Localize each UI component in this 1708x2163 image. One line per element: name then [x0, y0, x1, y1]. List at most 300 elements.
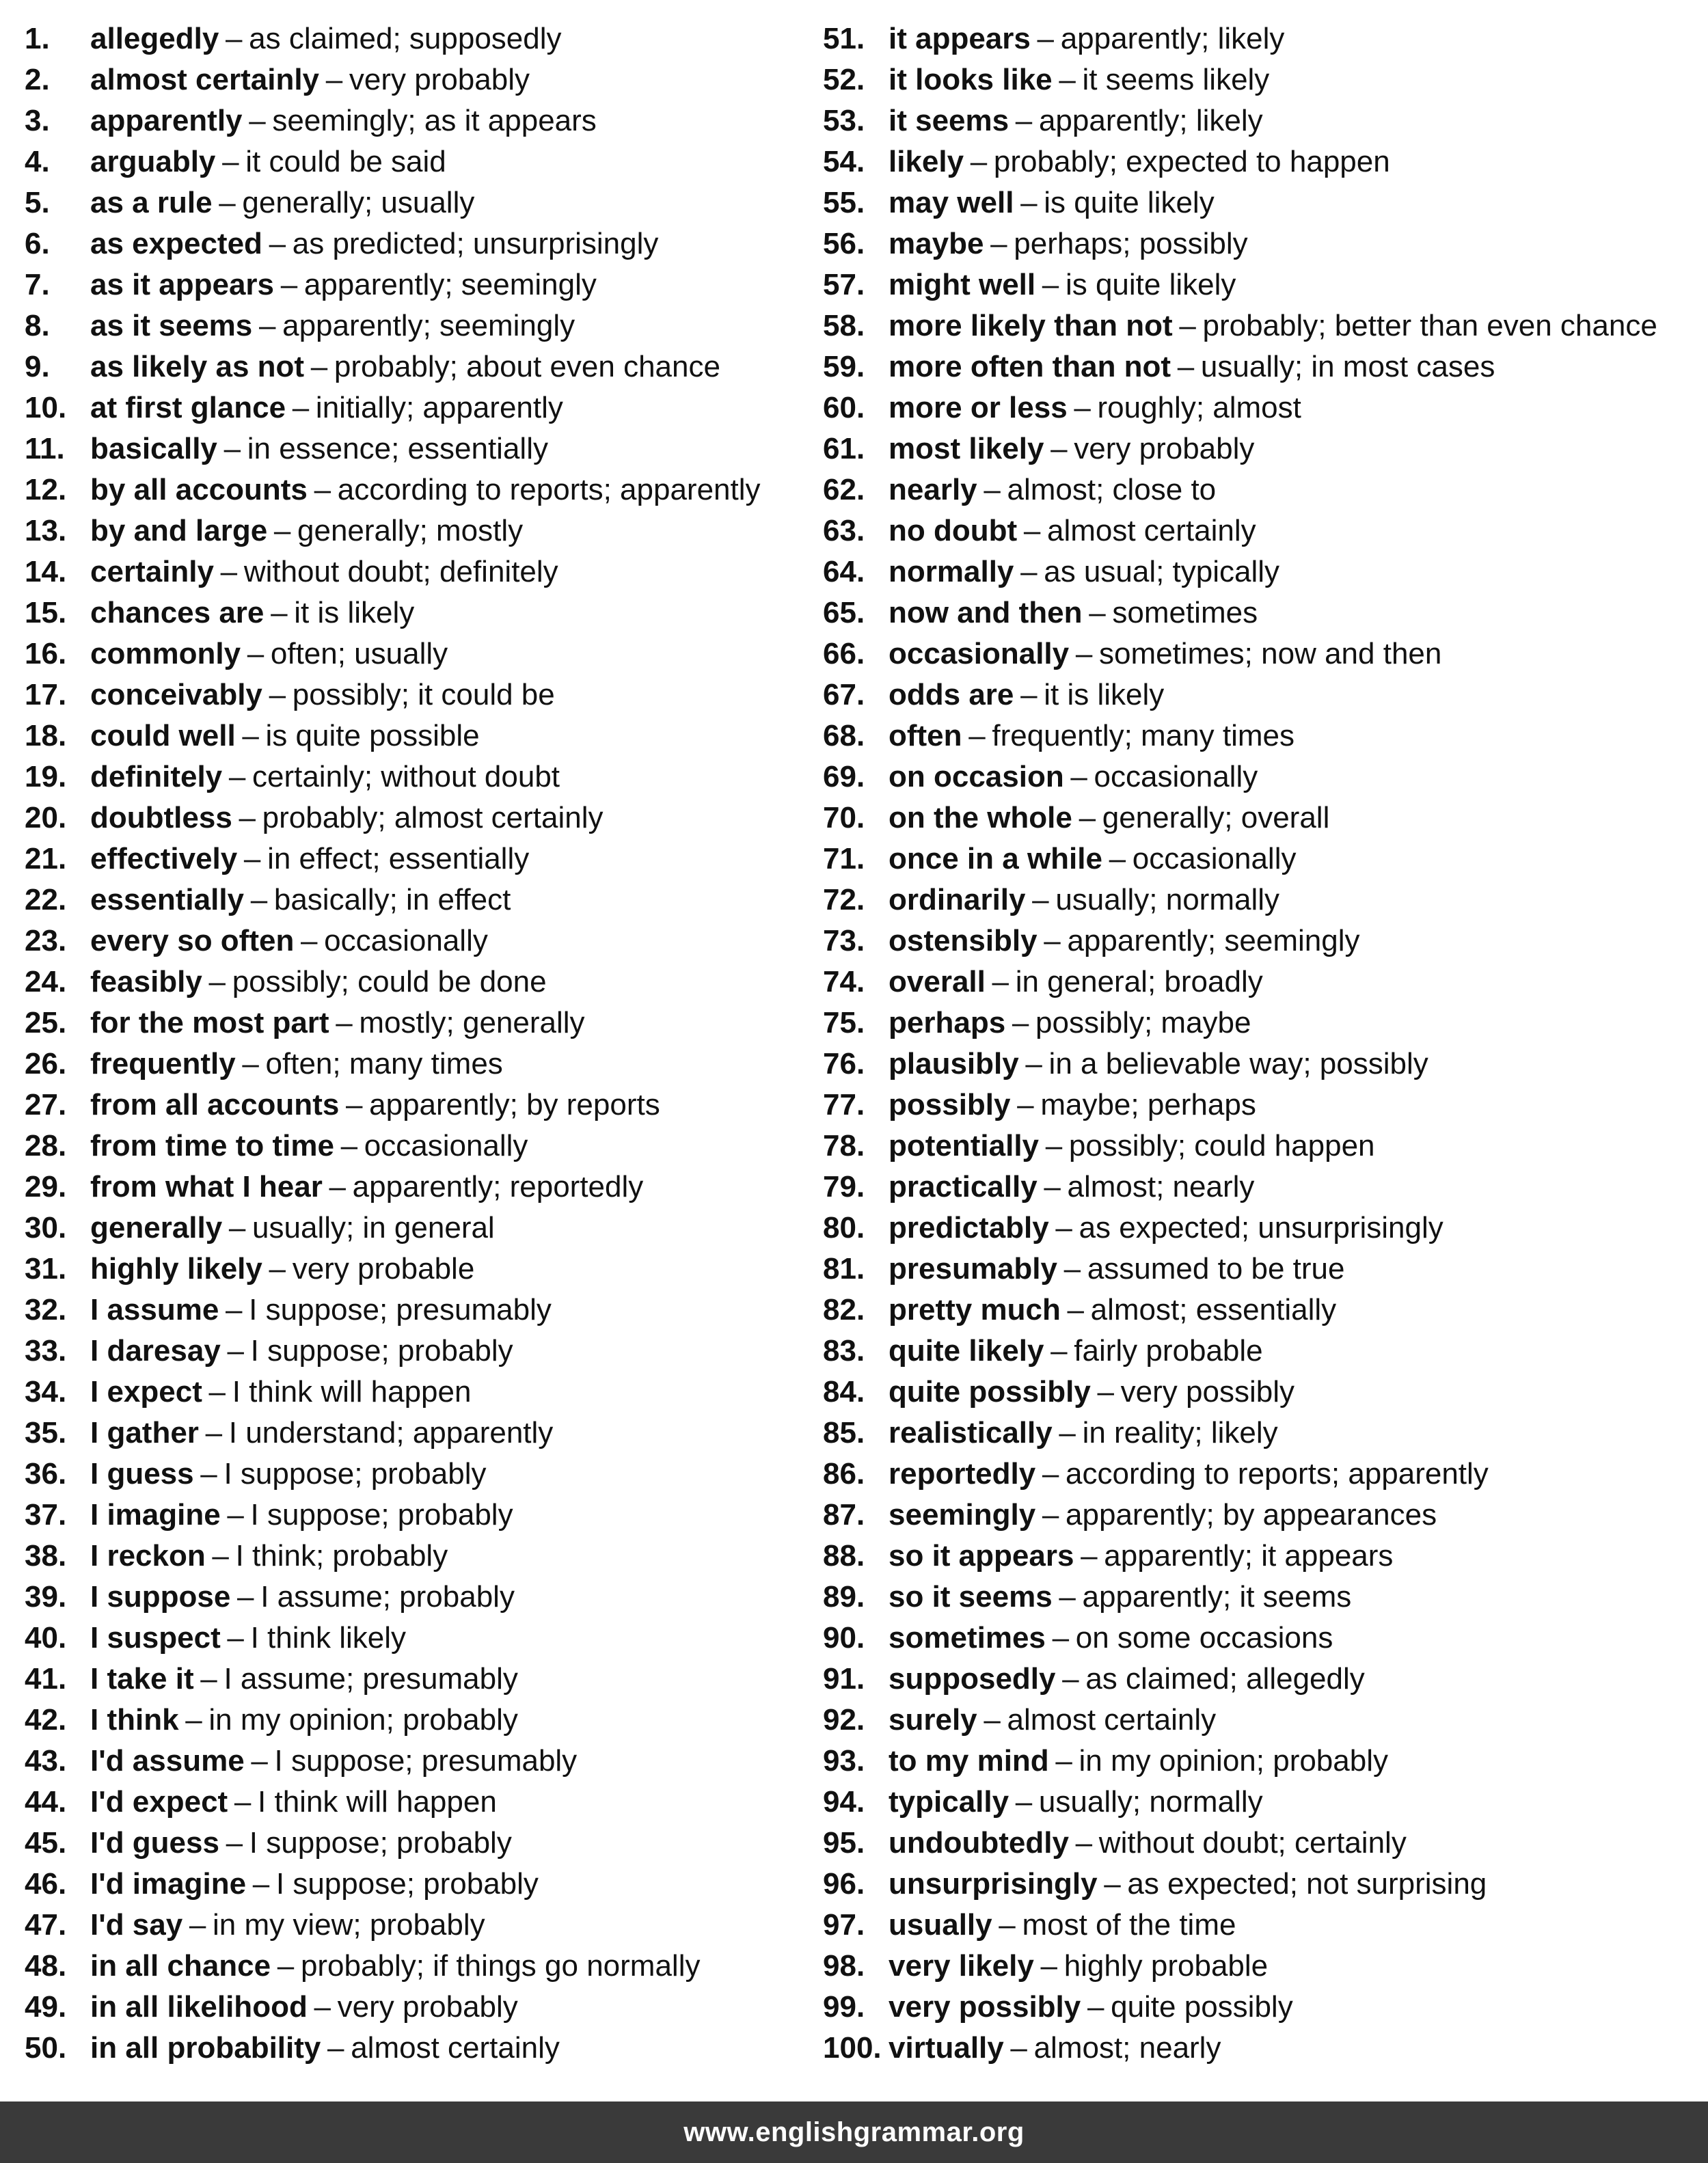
list-item: [823, 1044, 1705, 1085]
item-separator: –: [227, 1334, 244, 1368]
item-term: basically: [90, 432, 217, 465]
item-separator: –: [325, 63, 343, 96]
item-separator: –: [277, 1949, 295, 1983]
list-item: [25, 1987, 811, 2028]
item-separator: –: [226, 1293, 243, 1327]
item-definition: almost; close to: [1007, 473, 1217, 506]
item-definition: very probable: [292, 1252, 475, 1285]
list-item: [823, 264, 1705, 305]
item-number: 30.: [25, 1211, 67, 1244]
item-definition: occasionally: [1132, 842, 1297, 875]
item-number: 74.: [823, 965, 865, 998]
item-number: 33.: [25, 1334, 67, 1368]
item-separator: –: [329, 1170, 346, 1203]
item-number: 64.: [823, 555, 865, 588]
list-item: [823, 839, 1705, 880]
item-definition: I suppose; presumably: [249, 1293, 552, 1327]
item-term: I'd say: [90, 1908, 183, 1942]
list-item: [25, 634, 811, 675]
list-item: [823, 18, 1705, 59]
item-separator: –: [1070, 760, 1087, 793]
item-term: on occasion: [889, 760, 1064, 793]
item-definition: often; usually: [270, 637, 448, 670]
list-item: [25, 305, 811, 346]
item-term: as it seems: [90, 309, 253, 342]
item-term: I take it: [90, 1662, 194, 1696]
item-definition: basically; in effect: [273, 883, 511, 916]
list-item: [25, 716, 811, 757]
item-definition: I think will happen: [232, 1375, 472, 1409]
item-definition: on some occasions: [1075, 1621, 1333, 1655]
item-separator: –: [340, 1129, 358, 1162]
item-separator: –: [1042, 1457, 1059, 1491]
item-number: 82.: [823, 1293, 865, 1327]
item-number: 37.: [25, 1498, 67, 1532]
item-term: quite likely: [889, 1334, 1044, 1368]
item-definition: I assume; presumably: [223, 1662, 518, 1696]
item-number: 52.: [823, 63, 865, 96]
list-item: [823, 675, 1705, 716]
list-item: [823, 552, 1705, 593]
item-separator: –: [1052, 1621, 1070, 1655]
item-separator: –: [1104, 1867, 1121, 1901]
item-term: it seems: [889, 104, 1009, 137]
item-term: as it appears: [90, 268, 275, 301]
item-definition: apparently; by appearances: [1066, 1498, 1437, 1532]
item-definition: it could be said: [245, 145, 446, 178]
item-separator: –: [1012, 1006, 1029, 1039]
item-term: I'd imagine: [90, 1867, 247, 1901]
item-number: 26.: [25, 1047, 67, 1080]
item-term: it appears: [889, 22, 1031, 55]
item-separator: –: [1042, 268, 1059, 301]
item-separator: –: [258, 309, 276, 342]
item-term: doubtless: [90, 801, 232, 834]
item-definition: very probably: [337, 1990, 518, 2024]
item-separator: –: [292, 391, 310, 424]
item-definition: is quite possible: [265, 719, 480, 752]
item-number: 9.: [25, 350, 50, 383]
item-separator: –: [1079, 801, 1096, 834]
item-number: 71.: [823, 842, 865, 875]
list-item: [25, 346, 811, 387]
item-definition: I think likely: [250, 1621, 406, 1655]
item-separator: –: [228, 1211, 246, 1244]
item-number: 34.: [25, 1375, 67, 1409]
item-separator: –: [269, 678, 286, 711]
item-definition: apparently; seemingly: [282, 309, 575, 342]
item-term: in all likelihood: [90, 1990, 308, 2024]
item-definition: frequently; many times: [992, 719, 1294, 752]
list-item: [823, 1618, 1705, 1659]
item-number: 18.: [25, 719, 67, 752]
item-definition: apparently; likely: [1038, 104, 1263, 137]
item-definition: apparently; by reports: [369, 1088, 660, 1121]
item-term: might well: [889, 268, 1036, 301]
item-separator: –: [999, 1908, 1016, 1942]
item-separator: –: [1040, 1949, 1058, 1983]
item-separator: –: [249, 104, 266, 137]
item-separator: –: [1055, 1211, 1072, 1244]
item-term: plausibly: [889, 1047, 1019, 1080]
item-definition: initially; apparently: [315, 391, 563, 424]
item-number: 11.: [25, 432, 65, 465]
item-separator: –: [242, 719, 259, 752]
item-definition: perhaps; possibly: [1014, 227, 1248, 260]
item-number: 23.: [25, 924, 67, 957]
item-number: 98.: [823, 1949, 865, 1983]
item-definition: is quite likely: [1065, 268, 1236, 301]
item-separator: –: [226, 1826, 243, 1860]
item-term: essentially: [90, 883, 245, 916]
list-item: [25, 1577, 811, 1618]
item-number: 75.: [823, 1006, 865, 1039]
list-item: [25, 880, 811, 921]
item-number: 36.: [25, 1457, 67, 1491]
item-definition: very probably: [349, 63, 530, 96]
item-definition: in my opinion; probably: [1079, 1744, 1388, 1778]
item-definition: without doubt; certainly: [1098, 1826, 1407, 1860]
item-term: very possibly: [889, 1990, 1081, 2024]
list-item: [823, 634, 1705, 675]
item-definition: seemingly; as it appears: [272, 104, 597, 137]
item-number: 47.: [25, 1908, 67, 1942]
item-definition: usually; in general: [252, 1211, 495, 1244]
item-definition: as expected; not surprising: [1127, 1867, 1487, 1901]
item-number: 12.: [25, 473, 67, 506]
item-number: 100.: [823, 2031, 882, 2065]
list-item: [25, 1003, 811, 1044]
item-number: 81.: [823, 1252, 865, 1285]
item-separator: –: [1020, 555, 1038, 588]
list-item: [25, 962, 811, 1003]
item-definition: it is likely: [294, 596, 415, 629]
item-number: 70.: [823, 801, 865, 834]
item-term: chances are: [90, 596, 265, 629]
list-item: [823, 1003, 1705, 1044]
item-number: 29.: [25, 1170, 67, 1203]
item-number: 16.: [25, 637, 67, 670]
item-separator: –: [1023, 514, 1041, 547]
item-definition: very possibly: [1120, 1375, 1294, 1409]
item-separator: –: [1089, 596, 1106, 629]
item-separator: –: [208, 965, 226, 998]
list-item: [25, 552, 811, 593]
item-separator: –: [301, 924, 318, 957]
list-item: [823, 1208, 1705, 1249]
list-item: [25, 511, 811, 552]
item-separator: –: [1075, 637, 1093, 670]
item-number: 24.: [25, 965, 67, 998]
item-number: 72.: [823, 883, 865, 916]
item-term: I'd guess: [90, 1826, 219, 1860]
item-term: maybe: [889, 227, 984, 260]
item-term: reportedly: [889, 1457, 1036, 1491]
item-number: 17.: [25, 678, 67, 711]
item-term: ordinarily: [889, 883, 1026, 916]
item-number: 59.: [823, 350, 865, 383]
item-number: 20.: [25, 801, 67, 834]
item-term: as likely as not: [90, 350, 305, 383]
item-number: 84.: [823, 1375, 865, 1409]
item-number: 99.: [823, 1990, 865, 2024]
list-item: [25, 1085, 811, 1126]
footer-website-url: www.englishgrammar.org: [683, 2117, 1025, 2147]
list-item: [25, 100, 811, 141]
item-term: predictably: [889, 1211, 1049, 1244]
list-item: [25, 1864, 811, 1905]
item-number: 44.: [25, 1785, 67, 1819]
item-term: from what I hear: [90, 1170, 323, 1203]
item-separator: –: [219, 186, 236, 219]
list-item: [25, 1372, 811, 1413]
item-term: conceivably: [90, 678, 262, 711]
item-definition: occasionally: [1094, 760, 1258, 793]
list-item: [823, 141, 1705, 182]
item-number: 83.: [823, 1334, 865, 1368]
item-term: allegedly: [90, 22, 219, 55]
item-term: virtually: [889, 2031, 1004, 2065]
item-separator: –: [1025, 1047, 1042, 1080]
item-separator: –: [1017, 1088, 1034, 1121]
item-separator: –: [310, 350, 328, 383]
item-number: 80.: [823, 1211, 865, 1244]
item-separator: –: [225, 22, 243, 55]
list-item: [823, 1249, 1705, 1290]
item-definition: possibly; could happen: [1068, 1129, 1375, 1162]
item-number: 69.: [823, 760, 865, 793]
item-term: overall: [889, 965, 986, 998]
item-number: 65.: [823, 596, 865, 629]
item-number: 39.: [25, 1580, 67, 1614]
item-separator: –: [1032, 883, 1049, 916]
list-item: [25, 1700, 811, 1741]
item-separator: –: [984, 1703, 1001, 1737]
item-separator: –: [1020, 678, 1038, 711]
list-item: [823, 1085, 1705, 1126]
list-item: [823, 1331, 1705, 1372]
item-number: 55.: [823, 186, 865, 219]
item-term: effectively: [90, 842, 238, 875]
item-definition: possibly; could be done: [232, 965, 547, 998]
item-number: 42.: [25, 1703, 67, 1737]
item-separator: –: [1044, 1170, 1061, 1203]
item-term: undoubtedly: [889, 1826, 1069, 1860]
item-number: 76.: [823, 1047, 865, 1080]
footer-bar: [0, 2101, 1708, 2163]
item-separator: –: [1055, 1744, 1072, 1778]
item-definition: I suppose; probably: [249, 1826, 512, 1860]
item-number: 7.: [25, 268, 50, 301]
item-separator: –: [1067, 1293, 1084, 1327]
item-definition: probably; almost certainly: [262, 801, 604, 834]
item-term: typically: [889, 1785, 1009, 1819]
item-term: so it seems: [889, 1580, 1053, 1614]
item-term: commonly: [90, 637, 241, 670]
item-separator: –: [237, 1580, 254, 1614]
item-separator: –: [1179, 309, 1196, 342]
item-separator: –: [1010, 2031, 1027, 2065]
item-separator: –: [243, 842, 261, 875]
list-item: [25, 264, 811, 305]
item-number: 31.: [25, 1252, 67, 1285]
list-item: [823, 1495, 1705, 1536]
item-definition: it seems likely: [1082, 63, 1270, 96]
list-item: [25, 1126, 811, 1167]
list-item: [25, 839, 811, 880]
item-definition: usually; normally: [1055, 883, 1280, 916]
item-number: 32.: [25, 1293, 67, 1327]
list-item: [823, 511, 1705, 552]
item-separator: –: [247, 637, 265, 670]
item-separator: –: [1177, 350, 1195, 383]
item-number: 63.: [823, 514, 865, 547]
item-definition: highly probable: [1063, 1949, 1269, 1983]
item-number: 41.: [25, 1662, 67, 1696]
item-separator: –: [220, 555, 238, 588]
item-number: 1.: [25, 22, 50, 55]
item-number: 56.: [823, 227, 865, 260]
item-term: I suspect: [90, 1621, 221, 1655]
item-term: definitely: [90, 760, 223, 793]
item-term: I reckon: [90, 1539, 206, 1573]
list-item: [823, 1700, 1705, 1741]
list-item: [823, 1290, 1705, 1331]
list-item: [25, 2028, 811, 2069]
item-term: to my mind: [889, 1744, 1049, 1778]
item-number: 2.: [25, 63, 50, 96]
list-item: [823, 1454, 1705, 1495]
list-item: [823, 1413, 1705, 1454]
item-separator: –: [992, 965, 1009, 998]
item-separator: –: [208, 1375, 226, 1409]
item-term: more often than not: [889, 350, 1171, 383]
list-item: [823, 1864, 1705, 1905]
item-number: 43.: [25, 1744, 67, 1778]
list-item: [823, 387, 1705, 428]
item-separator: –: [1045, 1129, 1063, 1162]
item-definition: it is likely: [1044, 678, 1165, 711]
list-item: [823, 1536, 1705, 1577]
item-separator: –: [227, 1621, 244, 1655]
item-number: 38.: [25, 1539, 67, 1573]
item-separator: –: [200, 1457, 217, 1491]
item-definition: as predicted; unsurprisingly: [292, 227, 659, 260]
item-term: usually: [889, 1908, 992, 1942]
item-number: 27.: [25, 1088, 67, 1121]
item-term: unsurprisingly: [889, 1867, 1098, 1901]
item-number: 5.: [25, 186, 50, 219]
item-number: 6.: [25, 227, 50, 260]
item-term: almost certainly: [90, 63, 320, 96]
item-term: possibly: [889, 1088, 1011, 1121]
item-number: 25.: [25, 1006, 67, 1039]
item-term: likely: [889, 145, 964, 178]
item-separator: –: [234, 1785, 252, 1819]
item-separator: –: [280, 268, 298, 301]
item-definition: I think will happen: [258, 1785, 497, 1819]
item-number: 15.: [25, 596, 67, 629]
item-definition: in general; broadly: [1015, 965, 1263, 998]
item-separator: –: [200, 1662, 217, 1696]
item-term: I'd expect: [90, 1785, 228, 1819]
item-separator: –: [1042, 1498, 1059, 1532]
list-item: [823, 1987, 1705, 2028]
item-definition: I suppose; probably: [250, 1498, 513, 1532]
list-item: [25, 1044, 811, 1085]
item-separator: –: [269, 227, 286, 260]
item-number: 4.: [25, 145, 50, 178]
item-term: frequently: [90, 1047, 236, 1080]
item-definition: almost certainly: [351, 2031, 560, 2065]
item-separator: –: [1050, 1334, 1068, 1368]
item-number: 21.: [25, 842, 67, 875]
list-item: [823, 880, 1705, 921]
list-item: [25, 921, 811, 962]
item-term: I suppose: [90, 1580, 231, 1614]
item-definition: as claimed; allegedly: [1085, 1662, 1365, 1696]
item-separator: –: [1074, 391, 1091, 424]
item-separator: –: [212, 1539, 229, 1573]
list-item: [25, 1905, 811, 1946]
list-item: [823, 2028, 1705, 2069]
item-term: presumably: [889, 1252, 1057, 1285]
item-separator: –: [1081, 1539, 1098, 1573]
list-item: [25, 1618, 811, 1659]
item-definition: in my view; probably: [213, 1908, 485, 1942]
list-item: [823, 1741, 1705, 1782]
item-term: every so often: [90, 924, 295, 957]
item-number: 14.: [25, 555, 67, 588]
item-number: 8.: [25, 309, 50, 342]
item-term: I imagine: [90, 1498, 221, 1532]
item-definition: according to reports; apparently: [337, 473, 761, 506]
item-term: I assume: [90, 1293, 219, 1327]
list-item: [823, 1946, 1705, 1987]
list-item: [25, 1454, 811, 1495]
item-separator: –: [1075, 1826, 1093, 1860]
item-number: 67.: [823, 678, 865, 711]
list-item: [25, 1823, 811, 1864]
item-term: for the most part: [90, 1006, 329, 1039]
item-definition: almost certainly: [1046, 514, 1256, 547]
item-number: 78.: [823, 1129, 865, 1162]
list-item: [823, 757, 1705, 798]
item-separator: –: [1097, 1375, 1114, 1409]
phrase-list-right-column: [823, 18, 1705, 2069]
item-number: 40.: [25, 1621, 67, 1655]
item-number: 28.: [25, 1129, 67, 1162]
item-definition: in a believable way; possibly: [1048, 1047, 1428, 1080]
item-separator: –: [227, 1498, 244, 1532]
item-term: apparently: [90, 104, 243, 137]
item-definition: sometimes: [1112, 596, 1258, 629]
list-item: [25, 1495, 811, 1536]
item-definition: I suppose; probably: [250, 1334, 513, 1368]
list-item: [25, 428, 811, 470]
item-number: 95.: [823, 1826, 865, 1860]
list-item: [823, 1905, 1705, 1946]
item-term: feasibly: [90, 965, 202, 998]
item-term: from all accounts: [90, 1088, 340, 1121]
item-separator: –: [1050, 432, 1068, 465]
item-term: no doubt: [889, 514, 1018, 547]
item-separator: –: [336, 1006, 353, 1039]
item-number: 96.: [823, 1867, 865, 1901]
item-separator: –: [1015, 104, 1033, 137]
item-definition: often; many times: [265, 1047, 503, 1080]
item-separator: –: [314, 1990, 331, 2024]
